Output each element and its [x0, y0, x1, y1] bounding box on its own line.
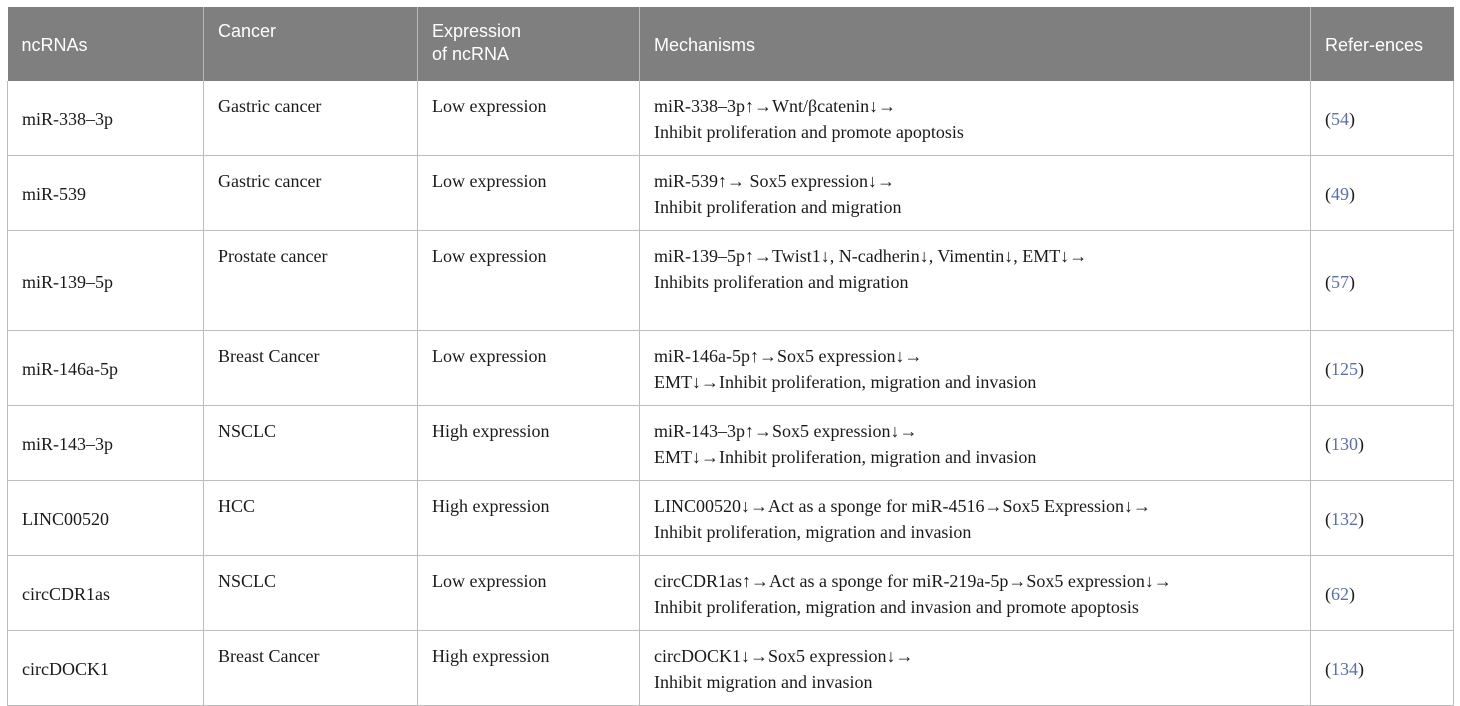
cell-ncrna	[8, 481, 204, 556]
reference-close-paren: )	[1358, 359, 1364, 379]
cell-expression	[418, 556, 640, 631]
reference-close-paren: )	[1358, 434, 1364, 454]
cell-reference	[1311, 81, 1454, 156]
ncrna-table-container	[7, 7, 1453, 706]
table-header	[8, 7, 1454, 81]
cell-mechanism	[640, 406, 1311, 481]
cell-reference	[1311, 231, 1454, 331]
expression-level: Low expression	[432, 96, 547, 116]
cancer-type: Breast Cancer	[218, 646, 320, 666]
header-ncrnas	[8, 7, 204, 81]
reference-close-paren: )	[1349, 109, 1355, 129]
expression-level: Low expression	[432, 246, 547, 266]
cell-cancer	[204, 81, 418, 156]
reference-link[interactable]: 54	[1331, 109, 1349, 129]
cell-reference	[1311, 406, 1454, 481]
cell-cancer	[204, 556, 418, 631]
header-expression-line1: Expression	[432, 21, 522, 41]
reference-link[interactable]: 132	[1331, 509, 1358, 529]
table-row	[8, 556, 1454, 631]
cell-mechanism	[640, 331, 1311, 406]
cell-reference	[1311, 331, 1454, 406]
ncrna-table	[7, 7, 1454, 706]
expression-level: Low expression	[432, 571, 547, 591]
cell-expression	[418, 231, 640, 331]
expression-level: High expression	[432, 646, 550, 666]
reference-link[interactable]: 57	[1331, 271, 1349, 292]
mechanism-line-2: Inhibit migration and invasion	[654, 672, 873, 692]
cell-ncrna	[8, 231, 204, 331]
reference-link[interactable]: 125	[1331, 359, 1358, 379]
reference-close-paren: )	[1349, 271, 1355, 292]
cancer-type: Breast Cancer	[218, 346, 320, 366]
reference-open-paren: (	[1325, 184, 1331, 204]
mechanism-line-1: miR-143–3p↑→Sox5 expression↓→	[654, 421, 918, 441]
reference-close-paren: )	[1358, 509, 1364, 529]
cell-cancer	[204, 156, 418, 231]
cell-ncrna	[8, 556, 204, 631]
mechanism-line-1: miR-539↑→ Sox5 expression↓→	[654, 171, 895, 191]
reference-open-paren: (	[1325, 509, 1331, 529]
mechanism-line-2: Inhibits proliferation and migration	[654, 272, 909, 292]
cell-mechanism	[640, 156, 1311, 231]
ncrna-name: miR-539	[22, 184, 87, 204]
cell-cancer	[204, 481, 418, 556]
cell-reference	[1311, 481, 1454, 556]
reference-close-paren: )	[1349, 584, 1355, 604]
table-row	[8, 156, 1454, 231]
cell-mechanism	[640, 81, 1311, 156]
cell-ncrna	[8, 156, 204, 231]
table-row	[8, 81, 1454, 156]
table-row	[8, 631, 1454, 706]
reference-link[interactable]: 130	[1331, 434, 1358, 454]
header-mechanisms	[640, 7, 1311, 81]
cell-expression	[418, 331, 640, 406]
ncrna-name: miR-338–3p	[22, 109, 114, 129]
cancer-type: Gastric cancer	[218, 171, 322, 191]
mechanism-line-1: miR-139–5p↑→Twist1↓, N-cadherin↓, Vimentin↓, EMT↓→	[654, 246, 1088, 266]
reference-open-paren: (	[1325, 271, 1331, 292]
ncrna-name: circCDR1as	[22, 584, 110, 604]
cell-cancer	[204, 406, 418, 481]
reference-link[interactable]: 49	[1331, 184, 1349, 204]
cell-expression	[418, 631, 640, 706]
reference-open-paren: (	[1325, 659, 1331, 679]
table-row	[8, 231, 1454, 331]
cell-cancer	[204, 631, 418, 706]
ncrna-name: miR-143–3p	[22, 434, 114, 454]
expression-level: High expression	[432, 496, 550, 516]
mechanism-line-1: miR-146a-5p↑→Sox5 expression↓→	[654, 346, 923, 366]
ncrna-name: miR-139–5p	[22, 271, 114, 292]
mechanism-line-2: EMT↓→Inhibit proliferation, migration and invasion	[654, 372, 1037, 392]
ncrna-name: miR-146a-5p	[22, 359, 118, 379]
table-row	[8, 331, 1454, 406]
cell-mechanism	[640, 631, 1311, 706]
expression-level: High expression	[432, 421, 550, 441]
header-expression-line2: of ncRNA	[432, 44, 510, 64]
cancer-type: Prostate cancer	[218, 246, 328, 266]
expression-level: Low expression	[432, 171, 547, 191]
header-expression	[418, 7, 640, 81]
cell-ncrna	[8, 331, 204, 406]
reference-link[interactable]: 62	[1331, 584, 1349, 604]
cell-expression	[418, 481, 640, 556]
cell-expression	[418, 156, 640, 231]
cancer-type: Gastric cancer	[218, 96, 322, 116]
ncrna-name: LINC00520	[22, 509, 109, 529]
cell-reference	[1311, 631, 1454, 706]
cell-cancer	[204, 231, 418, 331]
cancer-type: HCC	[218, 496, 256, 516]
cell-expression	[418, 81, 640, 156]
cell-reference	[1311, 556, 1454, 631]
reference-close-paren: )	[1349, 184, 1355, 204]
cell-cancer	[204, 331, 418, 406]
expression-level: Low expression	[432, 346, 547, 366]
mechanism-line-2: Inhibit proliferation, migration and invasion and promote apoptosis	[654, 597, 1139, 617]
header-references	[1311, 7, 1454, 81]
mechanism-line-2: Inhibit proliferation, migration and invasion	[654, 522, 972, 542]
header-ncrnas-label: ncRNAs	[21, 35, 88, 55]
header-cancer-label: Cancer	[218, 21, 277, 41]
mechanism-line-1: LINC00520↓→Act as a sponge for miR-4516→Sox5 Expression↓→	[654, 496, 1151, 516]
cancer-type: NSCLC	[218, 571, 277, 591]
cell-reference	[1311, 156, 1454, 231]
reference-open-paren: (	[1325, 359, 1331, 379]
header-row	[8, 7, 1454, 81]
mechanism-line-2: Inhibit proliferation and promote apoptosis	[654, 122, 964, 142]
mechanism-line-1: miR-338–3p↑→Wnt/βcatenin↓→	[654, 96, 897, 116]
cell-mechanism	[640, 481, 1311, 556]
cell-mechanism	[640, 556, 1311, 631]
cancer-type: NSCLC	[218, 421, 277, 441]
table-body	[8, 81, 1454, 706]
cell-ncrna	[8, 406, 204, 481]
table-row	[8, 481, 1454, 556]
mechanism-line-1: circCDR1as↑→Act as a sponge for miR-219a-5p→Sox5 expression↓→	[654, 571, 1172, 591]
mechanism-line-2: EMT↓→Inhibit proliferation, migration and invasion	[654, 447, 1037, 467]
cell-expression	[418, 406, 640, 481]
ncrna-name: circDOCK1	[22, 659, 109, 679]
header-references-label: Refer-ences	[1325, 35, 1424, 55]
reference-close-paren: )	[1358, 659, 1364, 679]
reference-link[interactable]: 134	[1331, 659, 1358, 679]
header-mechanisms-label: Mechanisms	[654, 35, 756, 55]
reference-open-paren: (	[1325, 584, 1331, 604]
cell-ncrna	[8, 81, 204, 156]
mechanism-line-2: Inhibit proliferation and migration	[654, 197, 902, 217]
reference-open-paren: (	[1325, 109, 1331, 129]
header-cancer	[204, 7, 418, 81]
cell-mechanism	[640, 231, 1311, 331]
cell-ncrna	[8, 631, 204, 706]
mechanism-line-1: circDOCK1↓→Sox5 expression↓→	[654, 646, 914, 666]
table-row	[8, 406, 1454, 481]
reference-open-paren: (	[1325, 434, 1331, 454]
